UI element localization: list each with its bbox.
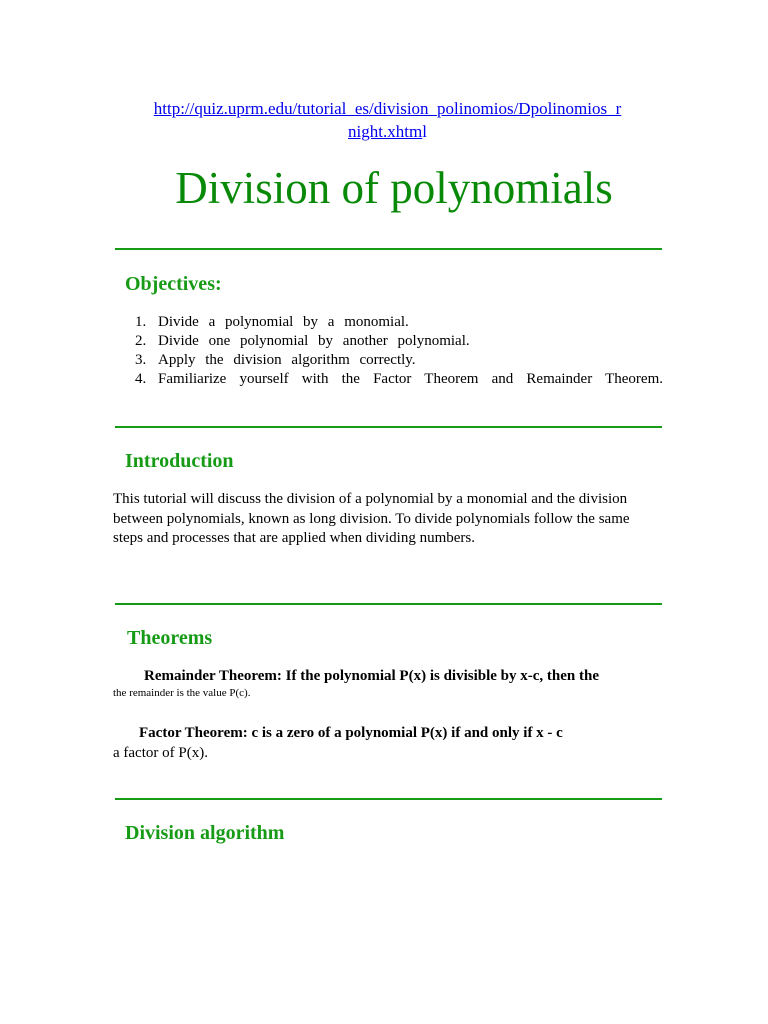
remainder-theorem: Remainder Theorem: If the polynomial P(x) is divisible by x-c, then the [144,668,599,684]
list-item [135,332,663,351]
source-url-line2[interactable]: night.xhtm [348,122,423,141]
page-title: Division of polynomials [175,163,613,213]
introduction-body: This tutorial will discuss the division of a polynomial by a monomial and the division between polynomials, known as long division. To divide polynomials follow the same steps and processes that are applied when dividing numbers. [113,491,630,546]
theorems-heading: Theorems [127,627,213,649]
list-item [135,370,663,389]
source-url-line2-tail: l [422,122,427,141]
list-item-number: 1. [135,314,147,330]
list-item [135,313,663,332]
list-item-text: Divide a polynomial by a monomial. [158,314,409,330]
source-url-line1[interactable]: http://quiz.uprm.edu/tutorial_es/division_polinomios/Dpolinomios_r [153,99,622,118]
section-divider [115,248,662,250]
list-item [135,351,663,370]
remainder-theorem-continuation: the remainder is the value P(c). [113,687,251,699]
list-item-text: Familiarize yourself with the Factor Theorem and Remainder Theorem. [158,371,663,387]
section-divider [115,426,662,428]
list-item-text: Divide one polynomial by another polynomial. [158,333,470,349]
list-item-number: 2. [135,333,147,349]
list-item-text: Apply the division algorithm correctly. [158,352,416,368]
section-divider [115,603,662,605]
list-item-number: 3. [135,352,147,368]
objectives-list [135,313,663,389]
factor-theorem-continuation: a factor of P(x). [113,745,208,761]
factor-theorem: Factor Theorem: c is a zero of a polynomial P(x) if and only if x - c [139,725,563,741]
list-item-number: 4. [135,371,147,387]
objectives-heading: Objectives: [125,273,222,295]
source-url[interactable] [100,97,675,143]
introduction-heading: Introduction [125,450,234,472]
division-algorithm-heading: Division algorithm [125,822,285,844]
section-divider [115,798,662,800]
